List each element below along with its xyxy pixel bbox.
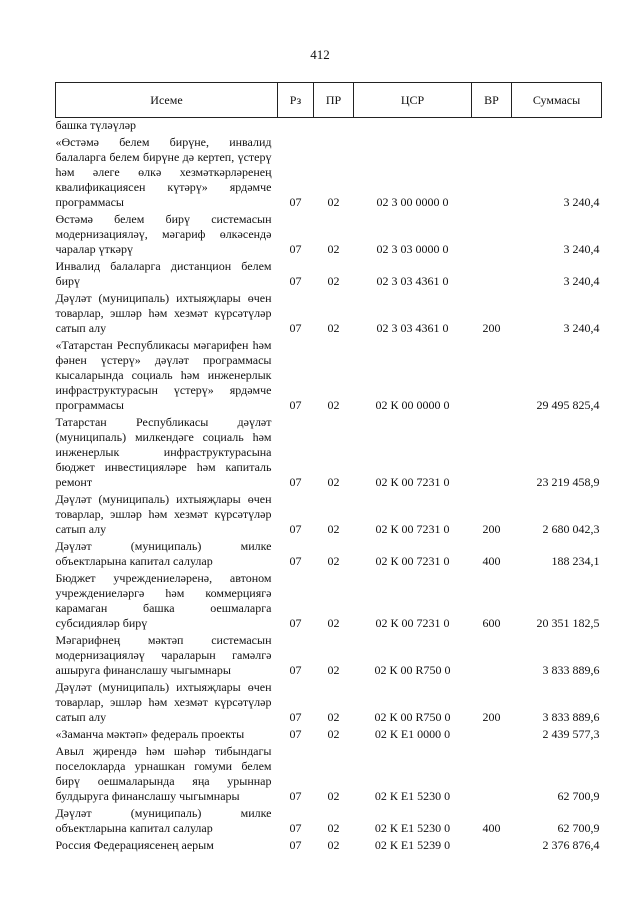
cell-sum: 29 495 825,4: [536, 398, 600, 412]
cell-pr: 02: [327, 321, 340, 335]
cell-csr: 02 3 03 4361 0: [376, 321, 449, 335]
cell-rz: 07: [289, 522, 302, 536]
cell-name: «Татарстан Республикасы мәгарифен һәм фәнен үстерү» дәүләт программасы кысаларында социаль һәм инженерлык инфраструктурасын үстерү» ярдәмче программасы: [55, 338, 272, 412]
table-header-row: [56, 83, 602, 118]
cell-vr: [472, 838, 512, 855]
table-row: [56, 212, 602, 259]
cell-csr: 02 К 00 0000 0: [375, 398, 450, 412]
cell-vr: 400: [482, 821, 501, 835]
cell-vr: 200: [482, 710, 501, 724]
cell-vr: [472, 259, 512, 291]
cell-pr: 02: [327, 821, 340, 835]
cell-csr: 02 К 00 7231 0: [375, 554, 450, 568]
cell-sum: 62 700,9: [557, 789, 600, 803]
cell-vr: [472, 415, 512, 492]
cell-name: башка түләүләр: [55, 118, 137, 132]
cell-rz: 07: [289, 727, 302, 741]
header-pr: ПР: [314, 83, 354, 118]
cell-pr: 02: [327, 727, 340, 741]
cell-sum: 3 240,4: [563, 274, 600, 288]
page-number: 412: [310, 47, 330, 62]
cell-csr: 02 К 00 7231 0: [375, 616, 450, 630]
cell-csr: 02 К 00 7231 0: [375, 522, 450, 536]
table-row: [56, 415, 602, 492]
cell-vr: [472, 212, 512, 259]
cell-name: Инвалид балаларга дистанцион белем бирү: [55, 259, 272, 288]
header-vr: ВР: [472, 83, 512, 118]
cell-csr: 02 К Е1 0000 0: [374, 727, 451, 741]
cell-vr: [472, 633, 512, 680]
cell-pr: 02: [327, 616, 340, 630]
cell-vr: [472, 744, 512, 806]
cell-pr: 02: [327, 789, 340, 803]
cell-name: Өстәмә белем бирү системасын модернизацияләү, мәгариф өлкәсендә чаралар үткәрү: [55, 212, 272, 256]
cell-sum: 3 833 889,6: [542, 663, 600, 677]
cell-rz: 07: [289, 616, 302, 630]
header-csr: ЦСР: [354, 83, 472, 118]
cell-csr: 02 К Е1 5239 0: [374, 838, 451, 852]
cell-csr: 02 К Е1 5230 0: [374, 789, 451, 803]
cell-rz: 07: [289, 398, 302, 412]
cell-rz: 07: [289, 554, 302, 568]
table-row: [56, 492, 602, 539]
table-body: [56, 118, 602, 856]
cell-sum: [512, 118, 602, 136]
cell-csr: 02 К 00 7231 0: [375, 475, 450, 489]
cell-csr: 02 К 00 R750 0: [374, 663, 451, 677]
cell-vr: 600: [482, 616, 501, 630]
header-rz: Рз: [278, 83, 314, 118]
cell-name: Дәүләт (муниципаль) ихтыяҗлары өчен товарлар, эшләр һәм хезмәт күрсәтүләр сатып алу: [55, 291, 272, 335]
cell-name: Дәүләт (муниципаль) милке объектларына капитал салулар: [55, 539, 272, 568]
table-row: [56, 806, 602, 838]
cell-vr: 200: [482, 522, 501, 536]
cell-sum: 2 439 577,3: [542, 727, 600, 741]
cell-rz: 07: [289, 195, 302, 209]
cell-sum: 23 219 458,9: [536, 475, 600, 489]
cell-rz: [278, 118, 314, 136]
cell-sum: 20 351 182,5: [536, 616, 600, 630]
cell-name: Дәүләт (муниципаль) ихтыяҗлары өчен товарлар, эшләр һәм хезмәт күрсәтүләр сатып алу: [55, 680, 272, 724]
table-row: [56, 118, 602, 136]
cell-csr: 02 К Е1 5230 0: [374, 821, 451, 835]
table-row: [56, 727, 602, 744]
cell-vr: [472, 338, 512, 415]
cell-name: Авыл җирендә һәм шәһәр тибындагы поселокларда урнашкан гомуми белем бирү оешмаларында яңа урыннар булдыруга финанслашу чыгымнары: [55, 744, 272, 803]
cell-rz: 07: [289, 321, 302, 335]
cell-pr: 02: [327, 554, 340, 568]
cell-name: Дәүләт (муниципаль) милке объектларына капитал салулар: [55, 806, 272, 835]
budget-table: [55, 82, 602, 855]
cell-name: «Заманча мәктәп» федераль проекты: [55, 727, 245, 741]
cell-name: Дәүләт (муниципаль) ихтыяҗлары өчен товарлар, эшләр һәм хезмәт күрсәтүләр сатып алу: [55, 492, 272, 536]
cell-sum: 62 700,9: [557, 821, 600, 835]
cell-pr: 02: [327, 274, 340, 288]
cell-rz: 07: [289, 475, 302, 489]
cell-vr: [472, 135, 512, 212]
cell-csr: [354, 118, 472, 136]
table-row: [56, 135, 602, 212]
header-name: Исеме: [56, 83, 278, 118]
cell-name: Россия Федерациясенең аерым: [55, 838, 214, 852]
cell-vr: [472, 727, 512, 744]
cell-csr: 02 3 03 4361 0: [376, 274, 449, 288]
cell-name: «Өстәмә белем бирүне, инвалид балаларга белем бирүне дә кертеп, үстерү һәм әлеге өлкә хезмәткәрләренең квалификациясен күтәрү» ярдәмче программасы: [55, 135, 272, 209]
cell-sum: 3 240,4: [563, 321, 600, 335]
cell-pr: 02: [327, 475, 340, 489]
cell-csr: 02 3 03 0000 0: [376, 242, 449, 256]
cell-rz: 07: [289, 663, 302, 677]
header-sum: Суммасы: [512, 83, 602, 118]
cell-rz: 07: [289, 242, 302, 256]
cell-pr: 02: [327, 242, 340, 256]
cell-sum: 3 240,4: [563, 242, 600, 256]
cell-sum: 3 240,4: [563, 195, 600, 209]
table-row: [56, 259, 602, 291]
cell-vr: 200: [482, 321, 501, 335]
table-row: [56, 744, 602, 806]
cell-pr: 02: [327, 710, 340, 724]
cell-csr: 02 3 00 0000 0: [376, 195, 449, 209]
cell-rz: 07: [289, 274, 302, 288]
cell-name: Мәгарифнең мәктәп системасын модернизацияләү чараларын гамәлгә ашыруга финанслашу чыгымнары: [55, 633, 272, 677]
cell-sum: 2 680 042,3: [542, 522, 600, 536]
table-row: [56, 291, 602, 338]
cell-pr: [314, 118, 354, 136]
table-row: [56, 633, 602, 680]
cell-sum: 188 234,1: [551, 554, 600, 568]
cell-pr: 02: [327, 195, 340, 209]
cell-sum: 2 376 876,4: [542, 838, 600, 852]
cell-vr: 400: [482, 554, 501, 568]
cell-rz: 07: [289, 821, 302, 835]
cell-name: Бюджет учреждениеләренә, автоном учреждениеләргә һәм коммерциягә карамаган башка оешмаларга субсидияләр бирү: [55, 571, 272, 630]
table-row: [56, 539, 602, 571]
cell-pr: 02: [327, 398, 340, 412]
table-row: [56, 680, 602, 727]
cell-rz: 07: [289, 710, 302, 724]
cell-rz: 07: [289, 838, 302, 852]
cell-name: Татарстан Республикасы дәүләт (муниципаль) милкендәге социаль һәм инженерлык инфраструктурасына бюджет инвестицияләре һәм капиталь ремонт: [55, 415, 272, 489]
cell-vr: [472, 118, 512, 136]
cell-csr: 02 К 00 R750 0: [374, 710, 451, 724]
cell-rz: 07: [289, 789, 302, 803]
cell-pr: 02: [327, 838, 340, 852]
cell-pr: 02: [327, 663, 340, 677]
cell-pr: 02: [327, 522, 340, 536]
cell-sum: 3 833 889,6: [542, 710, 600, 724]
table-row: [56, 838, 602, 855]
table-row: [56, 338, 602, 415]
table-row: [56, 571, 602, 633]
